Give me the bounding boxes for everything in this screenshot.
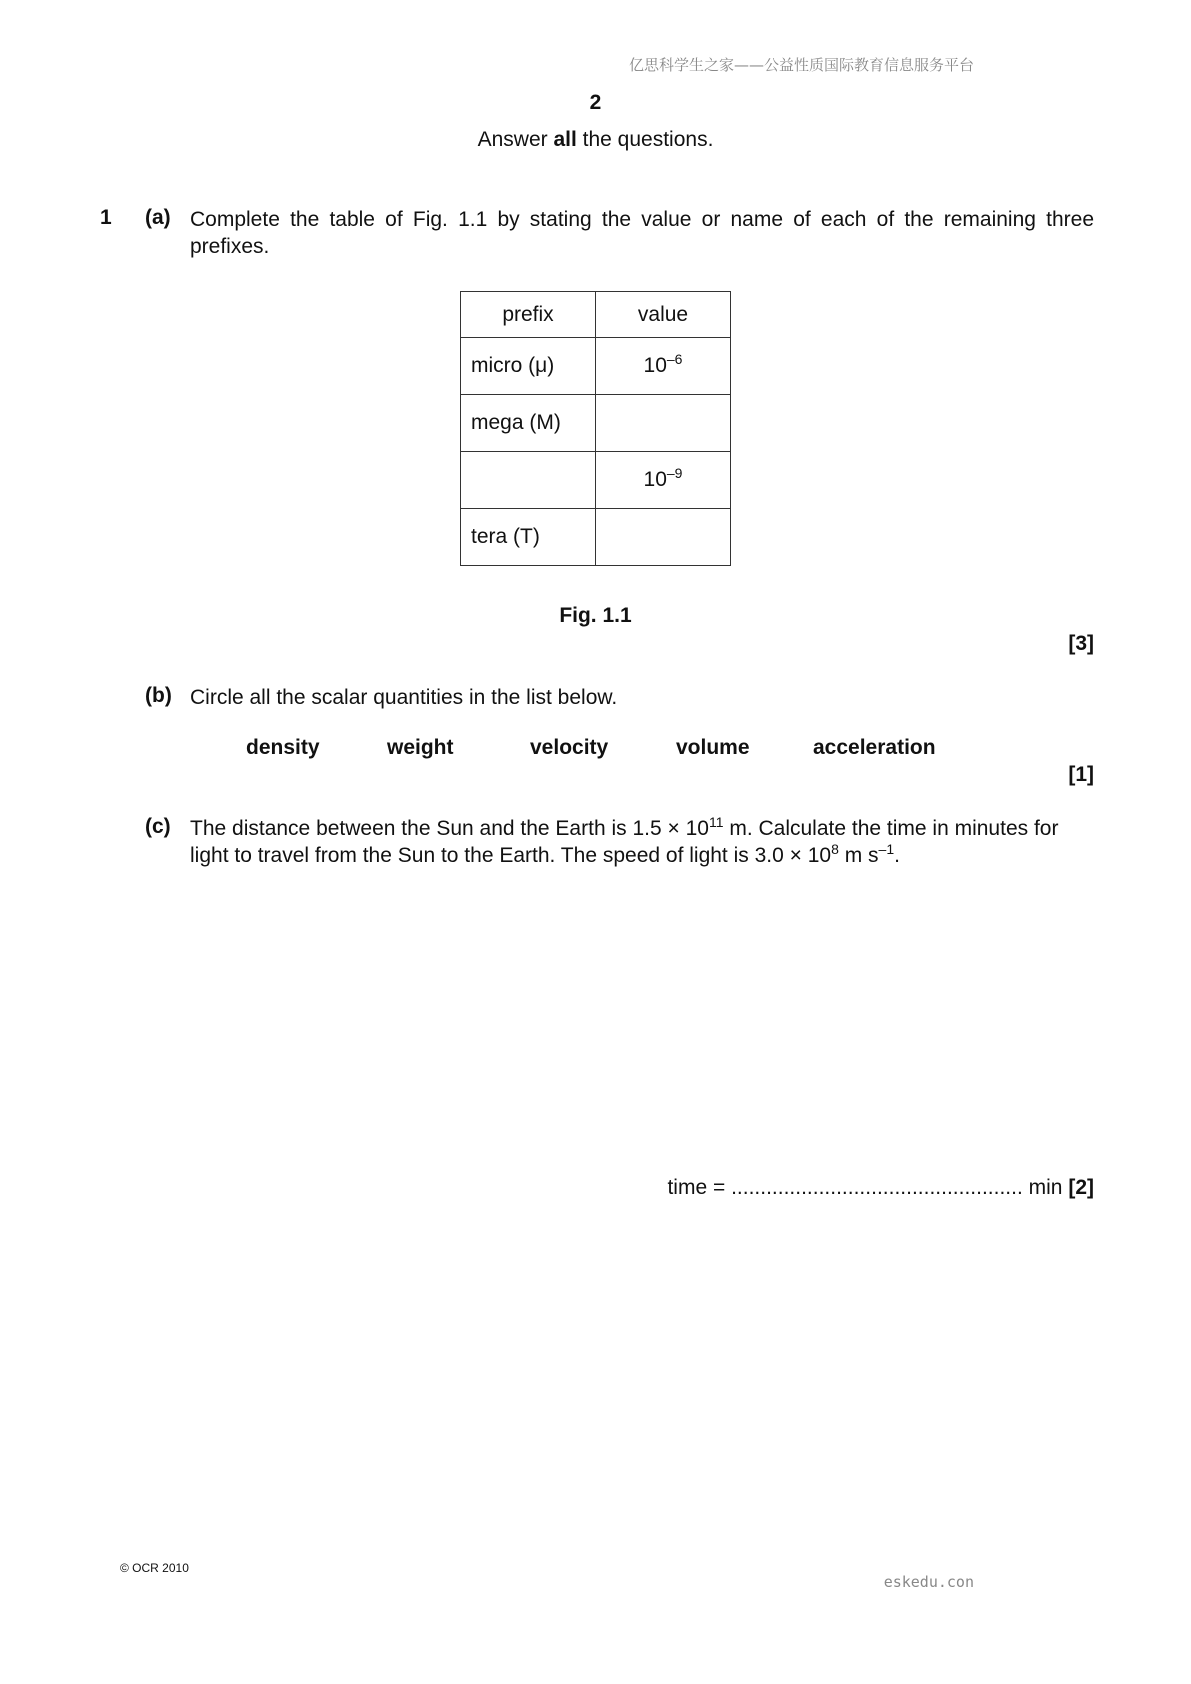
prefix-cell-blank[interactable] xyxy=(461,452,596,509)
part-a-text: Complete the table of Fig. 1.1 by stating the value or name of each of the remaining three prefixes. xyxy=(190,208,1094,258)
answer-blank[interactable]: .................................................. xyxy=(731,1176,1023,1199)
table-row xyxy=(461,509,731,566)
part-c-line-1-a: The distance between the Sun and the Earth is 1.5 × 10 xyxy=(190,817,709,840)
instruction xyxy=(0,128,1191,152)
instruction-pre: Answer xyxy=(477,128,554,151)
value-base: 10 xyxy=(643,468,667,491)
table-header-row xyxy=(461,292,731,338)
table-row xyxy=(461,338,731,395)
table-header-prefix: prefix xyxy=(461,292,596,338)
part-c-marks: [2] xyxy=(1068,1176,1094,1199)
value-base: 10 xyxy=(643,354,667,377)
value-cell xyxy=(596,338,731,395)
prefix-table xyxy=(460,291,731,566)
part-a-label: (a) xyxy=(145,206,171,229)
part-c-line-2-c: . xyxy=(894,844,900,867)
part-c-line-2 xyxy=(190,842,1094,869)
exponent-8: 8 xyxy=(831,841,839,857)
time-answer-line xyxy=(667,1176,1094,1200)
table-header-value: value xyxy=(596,292,731,338)
part-b-marks: [1] xyxy=(1068,763,1094,786)
page-number: 2 xyxy=(589,91,602,114)
part-c-label: (c) xyxy=(145,815,171,838)
answer-unit: min xyxy=(1022,1176,1069,1199)
quantity-acceleration[interactable]: acceleration xyxy=(813,736,936,759)
quantity-weight[interactable]: weight xyxy=(387,736,454,759)
value-cell xyxy=(596,452,731,509)
value-cell-blank[interactable] xyxy=(596,395,731,452)
part-c-line-1-b: m. Calculate the time in minutes for xyxy=(723,817,1059,840)
prefix-cell: micro (μ) xyxy=(461,338,596,395)
part-b-text: Circle all the scalar quantities in the list below. xyxy=(190,686,618,709)
watermark-header: 亿思科学生之家——公益性质国际教育信息服务平台 xyxy=(628,56,974,74)
quantity-density[interactable]: density xyxy=(246,736,320,759)
exponent-minus-1: –1 xyxy=(878,841,895,857)
prefix-cell: tera (T) xyxy=(461,509,596,566)
answer-label: time = xyxy=(667,1176,732,1199)
figure-label: Fig. 1.1 xyxy=(559,604,632,627)
part-c-line-2-b: m s xyxy=(838,844,879,867)
exponent-11: 11 xyxy=(708,814,724,830)
part-a-marks: [3] xyxy=(1068,632,1094,655)
quantity-velocity[interactable]: velocity xyxy=(530,736,609,759)
value-exponent: –6 xyxy=(666,351,683,367)
value-exponent: –9 xyxy=(666,465,683,481)
instruction-bold: all xyxy=(553,128,577,151)
value-cell-blank[interactable] xyxy=(596,509,731,566)
footer-site: eskedu.con xyxy=(883,1573,974,1591)
copyright: © OCR 2010 xyxy=(120,1561,189,1575)
table-row xyxy=(461,395,731,452)
part-c-line-1 xyxy=(190,815,1094,842)
quantity-volume[interactable]: volume xyxy=(676,736,750,759)
instruction-post: the questions. xyxy=(576,128,714,151)
prefix-cell: mega (M) xyxy=(461,395,596,452)
part-c-text xyxy=(190,815,1094,869)
question-number: 1 xyxy=(100,206,112,229)
table-row xyxy=(461,452,731,509)
part-c-line-2-a: light to travel from the Sun to the Earth. The speed of light is 3.0 × 10 xyxy=(190,844,832,867)
part-b-label: (b) xyxy=(145,684,172,707)
